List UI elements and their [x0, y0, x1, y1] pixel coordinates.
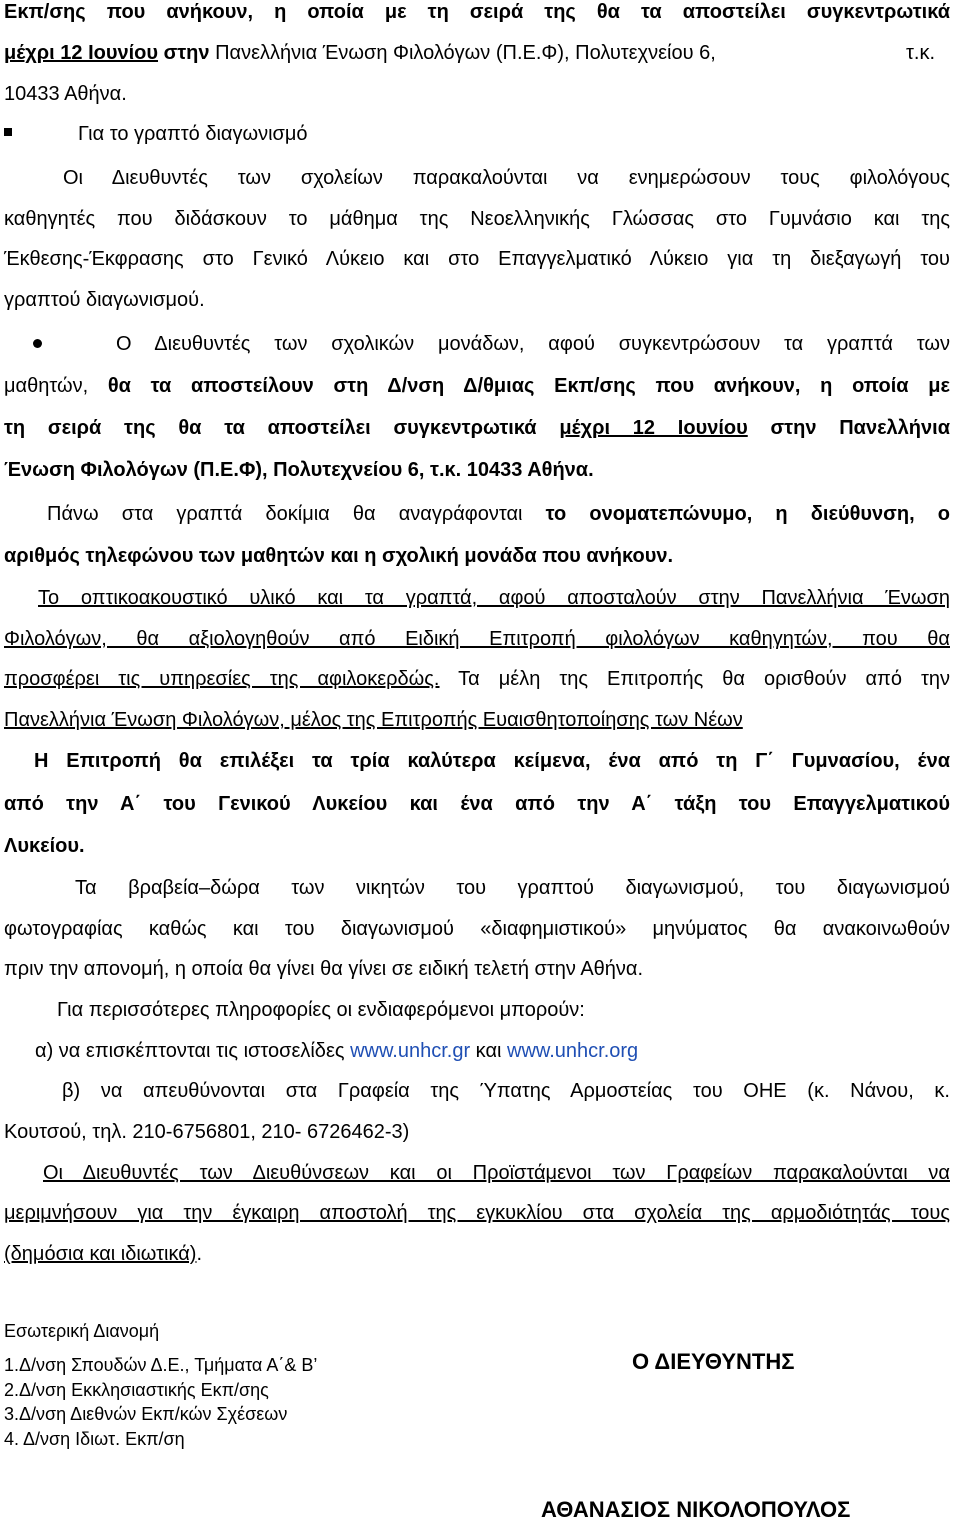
committee-line1 — [34, 749, 950, 773]
committee-line1-text: Η Επιτροπή θα επιλέξει τα τρία καλύτερα κείμενα, ένα από τη Γ΄ Γυμνασίου, ένα — [34, 750, 950, 772]
bullet2-line3-end: στην Πανελλήνια — [747, 417, 950, 439]
evaluation-line4 — [4, 708, 743, 732]
info-b-line2-text: Κουτσού, τηλ. 210-6756801, 210- 6726462-3) — [4, 1121, 410, 1143]
signature-title-text: Ο ΔΙΕΥΘΥΝΤΗΣ — [632, 1349, 795, 1374]
info-b-line2 — [4, 1120, 409, 1144]
closing-line3-period: . — [196, 1243, 203, 1265]
info-intro-text: Για περισσότερες πληροφορίες οι ενδιαφερόμενοι μπορούν: — [57, 999, 585, 1021]
square-bullet-icon — [4, 128, 12, 136]
distribution-heading-text: Εσωτερική Διανομή — [4, 1321, 160, 1341]
closing-line3 — [4, 1242, 202, 1266]
committee-line2-text: από την Α΄ του Γενικού Λυκείου και ένα από την Α΄ τάξη του Επαγγελματικού — [4, 793, 950, 815]
evaluation-line3-text: Τα μέλη της Επιτροπής θα ορισθούν από την — [439, 668, 950, 690]
distribution-item — [4, 1379, 269, 1401]
papers-line2 — [4, 544, 673, 568]
committee-line2 — [4, 792, 950, 816]
info-a-and: και — [470, 1040, 507, 1062]
distribution-heading — [4, 1320, 159, 1342]
bullet2-deadline: μέχρι 12 Ιουνίου — [559, 417, 748, 439]
bullet2-line3-text: τη σειρά της θα τα αποστείλει συγκεντρωτικά — [4, 417, 560, 439]
info-a — [35, 1039, 638, 1063]
signature-name-text: ΑΘΑΝΑΣΙΟΣ ΝΙΚΟΛΟΠΟΥΛΟΣ — [541, 1497, 851, 1522]
papers-line2-text: αριθμός τηλεφώνου των μαθητών και η σχολική μονάδα που ανήκουν. — [4, 545, 674, 567]
evaluation-line3 — [4, 667, 950, 691]
written-line1 — [63, 166, 950, 190]
p0-line2 — [4, 41, 950, 65]
written-line3 — [4, 247, 950, 271]
papers-line1 — [47, 502, 950, 526]
p0-line1-text: Εκπ/σης που ανήκουν, η οποία με τη σειρά της θα τα αποστείλει συγκεντρωτικά — [4, 1, 950, 23]
bullet2-line1-text: Ο Διευθυντές των σχολικών μονάδων, αφού συγκεντρώσουν τα γραπτά των — [116, 333, 950, 355]
signature-title — [632, 1350, 794, 1374]
papers-line1-bold: το ονοματεπώνυμο, η διεύθυνση, ο — [545, 503, 950, 525]
p0-line3-text: 10433 Αθήνα. — [4, 83, 127, 105]
written-line3-text: Έκθεσης-Έκφρασης στο Γενικό Λύκειο και στο Επαγγελματικό Λύκειο για τη διεξαγωγή του — [4, 248, 950, 270]
unhcr-org-link[interactable]: www.unhcr.org — [507, 1040, 639, 1062]
p0-line2-text: Πανελλήνια Ένωση Φιλολόγων (Π.Ε.Φ), Πολυτεχνείου 6, — [209, 42, 716, 64]
committee-line3-text: Λυκείου. — [4, 835, 85, 857]
written-line2 — [4, 207, 950, 231]
bullet2-line4 — [4, 458, 594, 482]
written-line1-text: Οι Διευθυντές των σχολείων παρακαλούνται να ενημερώσουν τους φιλολόγους — [63, 167, 950, 189]
prizes-line2 — [4, 917, 950, 941]
written-heading — [78, 122, 308, 146]
closing-line2 — [4, 1201, 950, 1225]
closing-line1-text: Οι Διευθυντές των Διευθύνσεων και οι Προϊστάμενοι των Γραφείων παρακαλούνται να — [43, 1162, 950, 1184]
evaluation-line2-text: Φιλολόγων, θα αξιολογηθούν από Ειδική Επιτροπή φιλολόγων καθηγητών, που θα — [4, 628, 950, 650]
evaluation-line2 — [4, 627, 950, 651]
closing-line1 — [43, 1161, 950, 1185]
info-intro — [57, 998, 585, 1022]
distribution-item — [4, 1403, 287, 1425]
bullet2-line2 — [4, 374, 950, 398]
round-bullet-icon — [33, 339, 42, 348]
distribution-item — [4, 1428, 185, 1450]
p0-line2-bold: στην — [158, 42, 210, 64]
distribution-item-4: 4. Δ/νση Ιδιωτ. Εκπ/ση — [4, 1429, 185, 1449]
closing-line2-text: μεριμνήσουν για την έγκαιρη αποστολή της εγκυκλίου στα σχολεία της αρμοδιότητάς τους — [4, 1202, 950, 1224]
prizes-line1-text: Τα βραβεία–δώρα των νικητών του γραπτού διαγωνισμού, του διαγωνισμού — [75, 877, 950, 899]
info-b-line1-text: β) να απευθύνονται στα Γραφεία της Ύπατης Αρμοστείας του ΟΗΕ (κ. Νάνου, κ. — [62, 1080, 950, 1102]
written-line4-text: γραπτού διαγωνισμού. — [4, 289, 205, 311]
evaluation-line3-underlined: προσφέρει τις υπηρεσίες της αφιλοκερδώς. — [4, 668, 440, 690]
papers-line1-text: Πάνω στα γραπτά δοκίμια θα αναγράφονται — [47, 503, 546, 525]
written-heading-text: Για το γραπτό διαγωνισμό — [78, 123, 308, 145]
prizes-line3 — [4, 957, 643, 981]
evaluation-line4-text: Πανελλήνια Ένωση Φιλολόγων, μέλος της Επιτροπής Ευαισθητοποίησης των Νέων — [4, 709, 743, 731]
bullet2-line2-bold: θα τα αποστείλουν στη Δ/νση Δ/θμιας Εκπ/σης που ανήκουν, η οποία με — [107, 375, 950, 397]
info-a-text: α) να επισκέπτονται τις ιστοσελίδες — [35, 1040, 351, 1062]
evaluation-line1 — [38, 586, 950, 610]
bullet2-line3 — [4, 416, 950, 440]
unhcr-gr-link[interactable]: www.unhcr.gr — [350, 1040, 471, 1062]
distribution-item-3: 3.Δ/νση Διεθνών Εκπ/κών Σχέσεων — [4, 1404, 288, 1424]
bullet2-line4-text: Ένωση Φιλολόγων (Π.Ε.Φ), Πολυτεχνείου 6, τ.κ. 10433 Αθήνα. — [4, 459, 594, 481]
p0-line2-tk: τ.κ. — [906, 42, 936, 64]
prizes-line1 — [75, 876, 950, 900]
committee-line3 — [4, 834, 85, 858]
p0-line3 — [4, 82, 127, 106]
bullet2-line1 — [116, 332, 950, 356]
p0-line1 — [4, 0, 950, 24]
distribution-item-1: 1.Δ/νση Σπουδών Δ.Ε., Τμήματα Α΄& Β’ — [4, 1355, 318, 1375]
distribution-item-2: 2.Δ/νση Εκκλησιαστικής Εκπ/σης — [4, 1380, 269, 1400]
distribution-item — [4, 1354, 317, 1376]
closing-line3-underlined: (δημόσια και ιδιωτικά) — [4, 1243, 197, 1265]
prizes-line3-text: πριν την απονομή, η οποία θα γίνει θα γίνει σε ειδική τελετή στην Αθήνα. — [4, 958, 644, 980]
written-line2-text: καθηγητές που διδάσκουν το μάθημα της Νεοελληνικής Γλώσσας στο Γυμνάσιο και της — [4, 208, 950, 230]
prizes-line2-text: φωτογραφίας καθώς και του διαγωνισμού «διαφημιστικού» μηνύματος θα ανακοινωθούν — [4, 918, 950, 940]
deadline-underlined: μέχρι 12 Ιουνίου — [4, 42, 159, 64]
info-b-line1 — [62, 1079, 950, 1103]
written-line4 — [4, 288, 205, 312]
evaluation-line1-text: Το οπτικοακουστικό υλικό και τα γραπτά, αφού αποσταλούν στην Πανελλήνια Ένωση — [38, 587, 950, 609]
signature-name — [541, 1498, 850, 1522]
bullet2-line2-text: μαθητών, — [4, 375, 108, 397]
